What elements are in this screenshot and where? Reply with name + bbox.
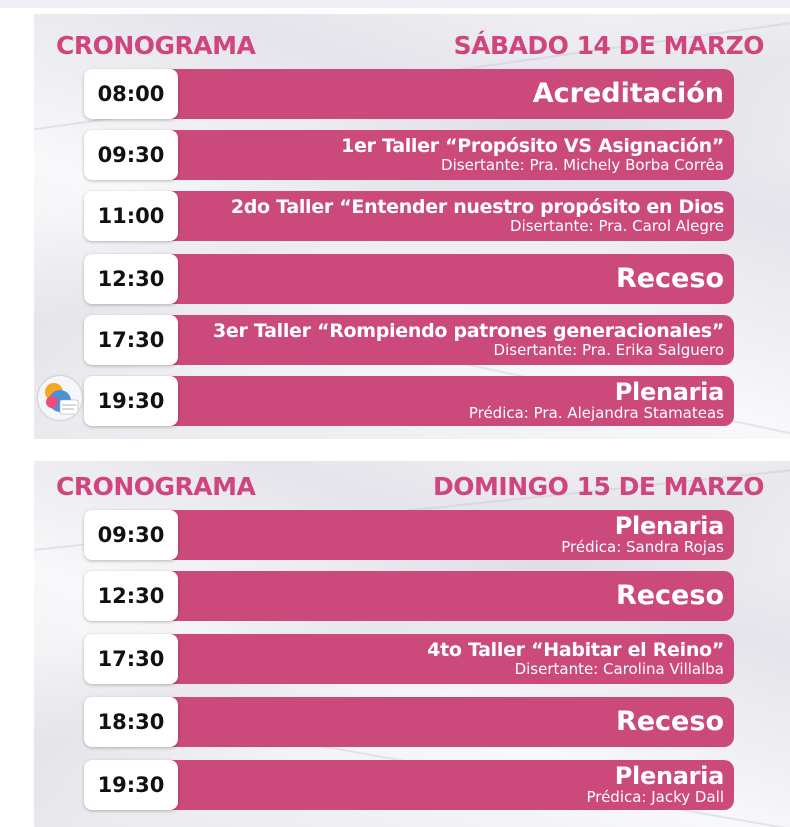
event-title: Receso	[615, 579, 724, 611]
event-time: 08:00	[84, 69, 178, 119]
event-title: 4to Taller “Habitar el Reino”	[427, 638, 724, 661]
event-bar	[166, 254, 734, 304]
event-time: 17:30	[84, 315, 178, 365]
event-speaker: Disertante: Pra. Erika Salguero	[493, 340, 724, 359]
top-strip	[0, 0, 790, 8]
schedule-date: DOMINGO 15 DE MARZO	[433, 472, 764, 501]
app-logo-icon[interactable]	[38, 376, 82, 420]
event-bar	[166, 191, 734, 241]
event-time: 12:30	[84, 571, 178, 621]
schedule-row	[84, 697, 734, 747]
schedule-row	[84, 69, 734, 119]
schedule-date: SÁBADO 14 DE MARZO	[453, 31, 764, 60]
event-title: 1er Taller “Propósito VS Asignación”	[341, 134, 724, 157]
schedule-row	[84, 510, 734, 560]
schedule-row	[84, 130, 734, 180]
event-title: 2do Taller “Entender nuestro propósito en Dios	[230, 195, 724, 218]
schedule-row	[84, 315, 734, 365]
event-bar	[166, 69, 734, 119]
event-title: Acreditación	[532, 77, 724, 109]
event-time: 11:00	[84, 191, 178, 241]
schedule-row	[84, 254, 734, 304]
schedule-row	[84, 571, 734, 621]
event-title: Receso	[615, 262, 724, 294]
event-time: 09:30	[84, 130, 178, 180]
event-speaker: Disertante: Carolina Villalba	[514, 659, 724, 678]
event-speaker: Prédica: Sandra Rojas	[561, 538, 724, 557]
event-bar	[166, 510, 734, 560]
event-bar	[166, 130, 734, 180]
event-bar	[166, 376, 734, 426]
event-title: Plenaria	[614, 762, 724, 791]
event-speaker: Prédica: Jacky Dall	[586, 788, 724, 807]
event-speaker: Prédica: Pra. Alejandra Stamateas	[468, 404, 724, 423]
schedule-label: CRONOGRAMA	[56, 31, 256, 60]
event-speaker: Disertante: Pra. Michely Borba Corrêa	[441, 155, 724, 174]
event-time: 19:30	[84, 376, 178, 426]
event-bar	[166, 697, 734, 747]
event-bar	[166, 634, 734, 684]
event-bar	[166, 315, 734, 365]
schedule-row	[84, 191, 734, 241]
event-bar	[166, 760, 734, 810]
event-title: 3er Taller “Rompiendo patrones generacionales”	[212, 319, 724, 342]
event-title: Receso	[615, 705, 724, 737]
schedule-panel-sunday	[34, 461, 790, 827]
schedule-label: CRONOGRAMA	[56, 472, 256, 501]
event-bar	[166, 571, 734, 621]
schedule-row	[84, 376, 734, 426]
event-time: 09:30	[84, 510, 178, 560]
event-title: Plenaria	[614, 512, 724, 541]
event-time: 12:30	[84, 254, 178, 304]
event-time: 18:30	[84, 697, 178, 747]
schedule-row	[84, 634, 734, 684]
schedule-panel-saturday	[34, 14, 790, 439]
schedule-row	[84, 760, 734, 810]
event-title: Plenaria	[614, 378, 724, 407]
event-time: 17:30	[84, 634, 178, 684]
event-time: 19:30	[84, 760, 178, 810]
event-speaker: Disertante: Pra. Carol Alegre	[510, 216, 724, 235]
